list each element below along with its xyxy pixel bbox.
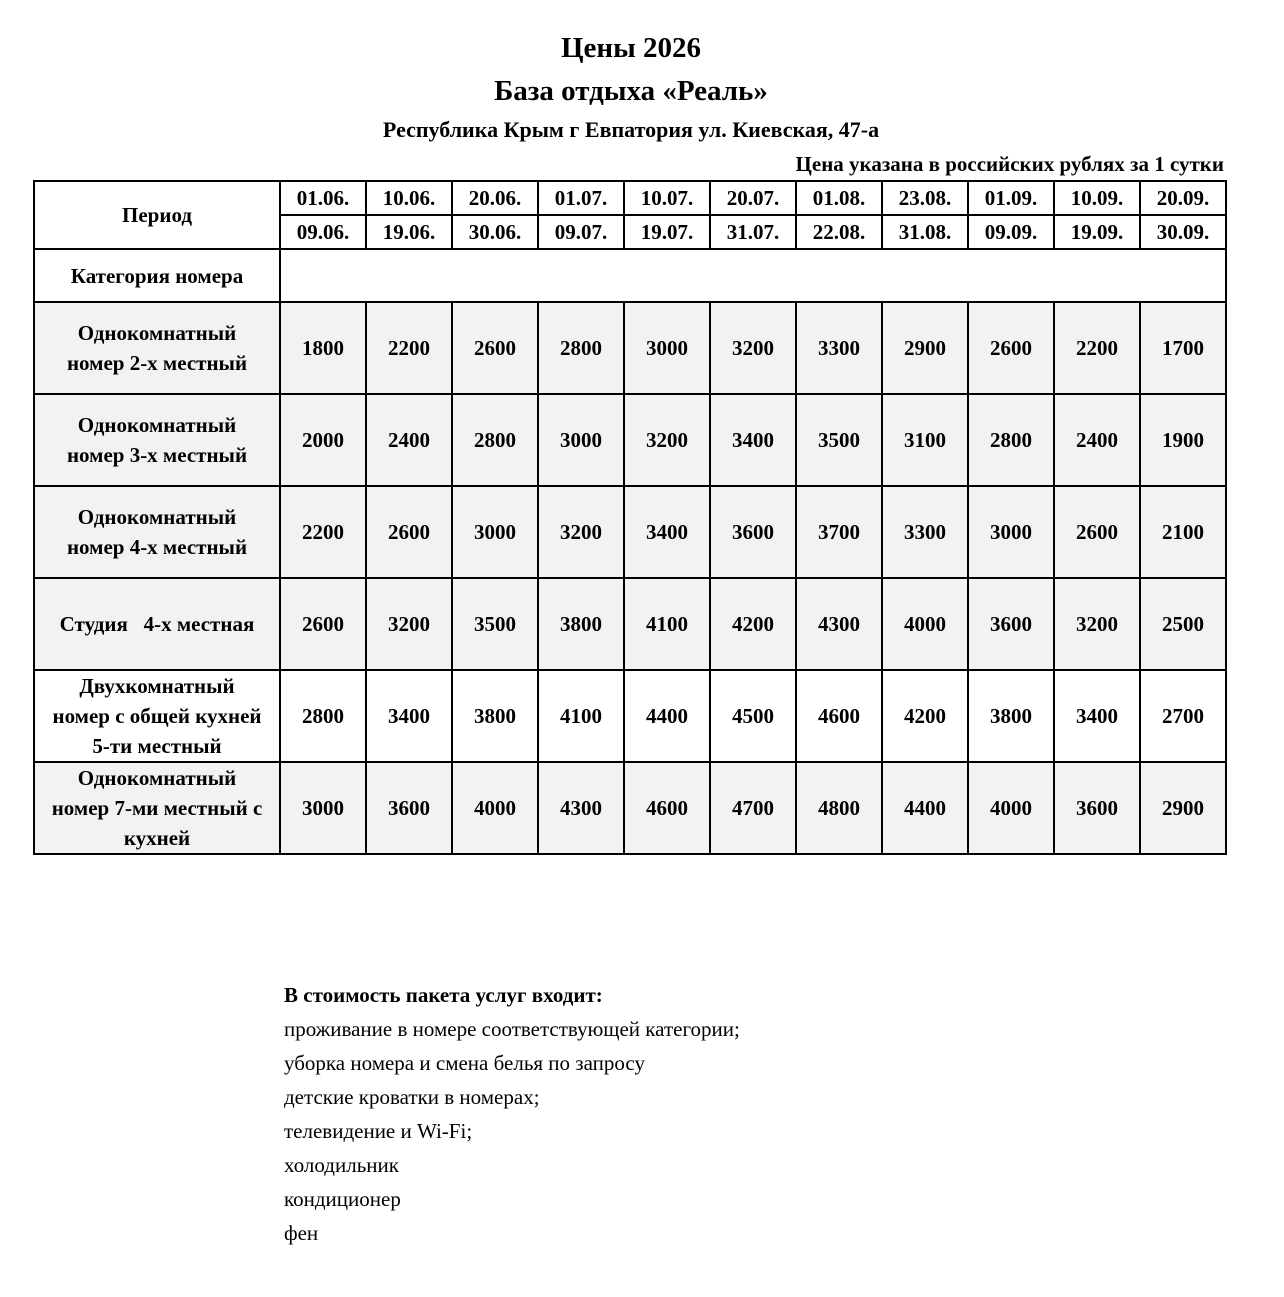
room-category <box>34 578 280 670</box>
room-row <box>34 394 1226 486</box>
price-cell: 4000 <box>452 762 538 854</box>
period-to: 09.09. <box>968 215 1054 249</box>
price-cell: 2200 <box>280 486 366 578</box>
period-to: 09.06. <box>280 215 366 249</box>
price-cell: 2400 <box>366 394 452 486</box>
service-item: кондиционер <box>284 1187 401 1211</box>
price-cell: 3500 <box>796 394 882 486</box>
price-cell: 3800 <box>452 670 538 762</box>
room-category-line: 5-ти местный <box>92 734 222 758</box>
price-cell: 3000 <box>452 486 538 578</box>
price-cell: 2800 <box>538 302 624 394</box>
price-cell: 3000 <box>538 394 624 486</box>
room-category-line: Однокомнатный <box>77 505 237 529</box>
price-cell: 2100 <box>1140 486 1226 578</box>
price-cell: 1800 <box>280 302 366 394</box>
room-category-line: Двухкомнатный <box>79 674 235 698</box>
price-cell: 2800 <box>280 670 366 762</box>
services-block <box>284 978 740 1250</box>
room-category-line: кухней <box>123 826 191 850</box>
price-cell: 2600 <box>280 578 366 670</box>
price-cell: 2200 <box>1054 302 1140 394</box>
period-from: 01.08. <box>796 181 882 215</box>
price-cell: 1900 <box>1140 394 1226 486</box>
room-category <box>34 762 280 854</box>
category-header-blank <box>280 249 1226 302</box>
price-cell: 4600 <box>796 670 882 762</box>
period-to: 19.09. <box>1054 215 1140 249</box>
period-from: 20.07. <box>710 181 796 215</box>
room-category <box>34 394 280 486</box>
service-item: холодильник <box>284 1153 399 1177</box>
price-cell: 3200 <box>710 302 796 394</box>
price-cell: 3600 <box>1054 762 1140 854</box>
period-to: 30.09. <box>1140 215 1226 249</box>
price-cell: 2800 <box>968 394 1054 486</box>
price-note: Цена указана в российских рублях за 1 сутки <box>795 152 1224 176</box>
price-cell: 3300 <box>882 486 968 578</box>
period-to: 09.07. <box>538 215 624 249</box>
price-cell: 2600 <box>366 486 452 578</box>
price-cell: 4000 <box>882 578 968 670</box>
resort-name: База отдыха «Реаль» <box>494 75 768 107</box>
price-cell: 4000 <box>968 762 1054 854</box>
price-cell: 2900 <box>882 302 968 394</box>
period-from: 10.06. <box>366 181 452 215</box>
period-from: 20.09. <box>1140 181 1226 215</box>
period-header: Период <box>34 181 280 249</box>
room-row <box>34 486 1226 578</box>
price-cell: 2900 <box>1140 762 1226 854</box>
room-category <box>34 486 280 578</box>
price-cell: 4400 <box>882 762 968 854</box>
price-cell: 3200 <box>538 486 624 578</box>
period-from-row <box>34 181 1226 215</box>
price-cell: 3200 <box>1054 578 1140 670</box>
services-list <box>284 1012 740 1250</box>
price-cell: 3600 <box>710 486 796 578</box>
price-cell: 2600 <box>968 302 1054 394</box>
category-header: Категория номера <box>34 249 280 302</box>
price-cell: 3400 <box>1054 670 1140 762</box>
price-cell: 2800 <box>452 394 538 486</box>
room-category-line: Однокомнатный <box>77 321 237 345</box>
price-cell: 3400 <box>624 486 710 578</box>
price-cell: 3400 <box>710 394 796 486</box>
room-category-line: номер 3-х местный <box>66 443 248 467</box>
room-category <box>34 670 280 762</box>
price-cell: 2200 <box>366 302 452 394</box>
room-category <box>34 302 280 394</box>
room-row <box>34 670 1226 762</box>
price-cell: 4700 <box>710 762 796 854</box>
price-cell: 3800 <box>968 670 1054 762</box>
price-cell: 3000 <box>280 762 366 854</box>
price-cell: 2600 <box>1054 486 1140 578</box>
price-table <box>33 180 1227 855</box>
period-to: 22.08. <box>796 215 882 249</box>
room-category-line: номер 4-х местный <box>66 535 248 559</box>
price-cell: 3300 <box>796 302 882 394</box>
price-cell: 3100 <box>882 394 968 486</box>
period-from: 20.06. <box>452 181 538 215</box>
service-item: фен <box>284 1221 319 1245</box>
price-cell: 4400 <box>624 670 710 762</box>
period-from: 01.07. <box>538 181 624 215</box>
room-category-line: номер 2-х местный <box>66 351 248 375</box>
price-cell: 3200 <box>624 394 710 486</box>
period-to: 31.08. <box>882 215 968 249</box>
price-cell: 3400 <box>366 670 452 762</box>
price-cell: 4100 <box>624 578 710 670</box>
price-cell: 4300 <box>796 578 882 670</box>
price-cell: 4500 <box>710 670 796 762</box>
price-cell: 2500 <box>1140 578 1226 670</box>
period-to: 19.07. <box>624 215 710 249</box>
period-from: 01.09. <box>968 181 1054 215</box>
price-cell: 3500 <box>452 578 538 670</box>
price-cell: 3000 <box>624 302 710 394</box>
room-category-line: номер 7-ми местный с <box>51 796 263 820</box>
period-to: 30.06. <box>452 215 538 249</box>
price-cell: 4600 <box>624 762 710 854</box>
room-category-line: Однокомнатный <box>77 413 237 437</box>
room-row <box>34 762 1226 854</box>
services-title: В стоимость пакета услуг входит: <box>284 983 603 1007</box>
room-row <box>34 302 1226 394</box>
resort-address: Республика Крым г Евпатория ул. Киевская, 47-а <box>382 117 880 142</box>
price-cell: 4300 <box>538 762 624 854</box>
period-from: 10.09. <box>1054 181 1140 215</box>
category-header-row <box>34 249 1226 302</box>
room-category-line: Однокомнатный <box>77 766 237 790</box>
room-category-line: номер с общей кухней <box>52 704 262 728</box>
period-to: 19.06. <box>366 215 452 249</box>
price-cell: 4200 <box>882 670 968 762</box>
period-from: 10.07. <box>624 181 710 215</box>
service-item: уборка номера и смена белья по запросу <box>284 1051 645 1075</box>
period-to: 31.07. <box>710 215 796 249</box>
room-category-line: Студия 4-х местная <box>59 612 255 636</box>
price-cell: 4200 <box>710 578 796 670</box>
price-cell: 3000 <box>968 486 1054 578</box>
service-item: проживание в номере соответствующей категории; <box>284 1017 740 1041</box>
period-from: 01.06. <box>280 181 366 215</box>
price-cell: 2600 <box>452 302 538 394</box>
price-cell: 4800 <box>796 762 882 854</box>
service-item: детские кроватки в номерах; <box>284 1085 540 1109</box>
price-cell: 3800 <box>538 578 624 670</box>
period-from: 23.08. <box>882 181 968 215</box>
price-cell: 1700 <box>1140 302 1226 394</box>
price-cell: 2000 <box>280 394 366 486</box>
price-cell: 3600 <box>968 578 1054 670</box>
price-cell: 3200 <box>366 578 452 670</box>
room-row <box>34 578 1226 670</box>
price-cell: 3700 <box>796 486 882 578</box>
price-cell: 4100 <box>538 670 624 762</box>
price-cell: 3600 <box>366 762 452 854</box>
service-item: телевидение и Wi-Fi; <box>284 1119 473 1143</box>
price-cell: 2700 <box>1140 670 1226 762</box>
price-cell: 2400 <box>1054 394 1140 486</box>
page-title: Цены 2026 <box>560 32 702 64</box>
